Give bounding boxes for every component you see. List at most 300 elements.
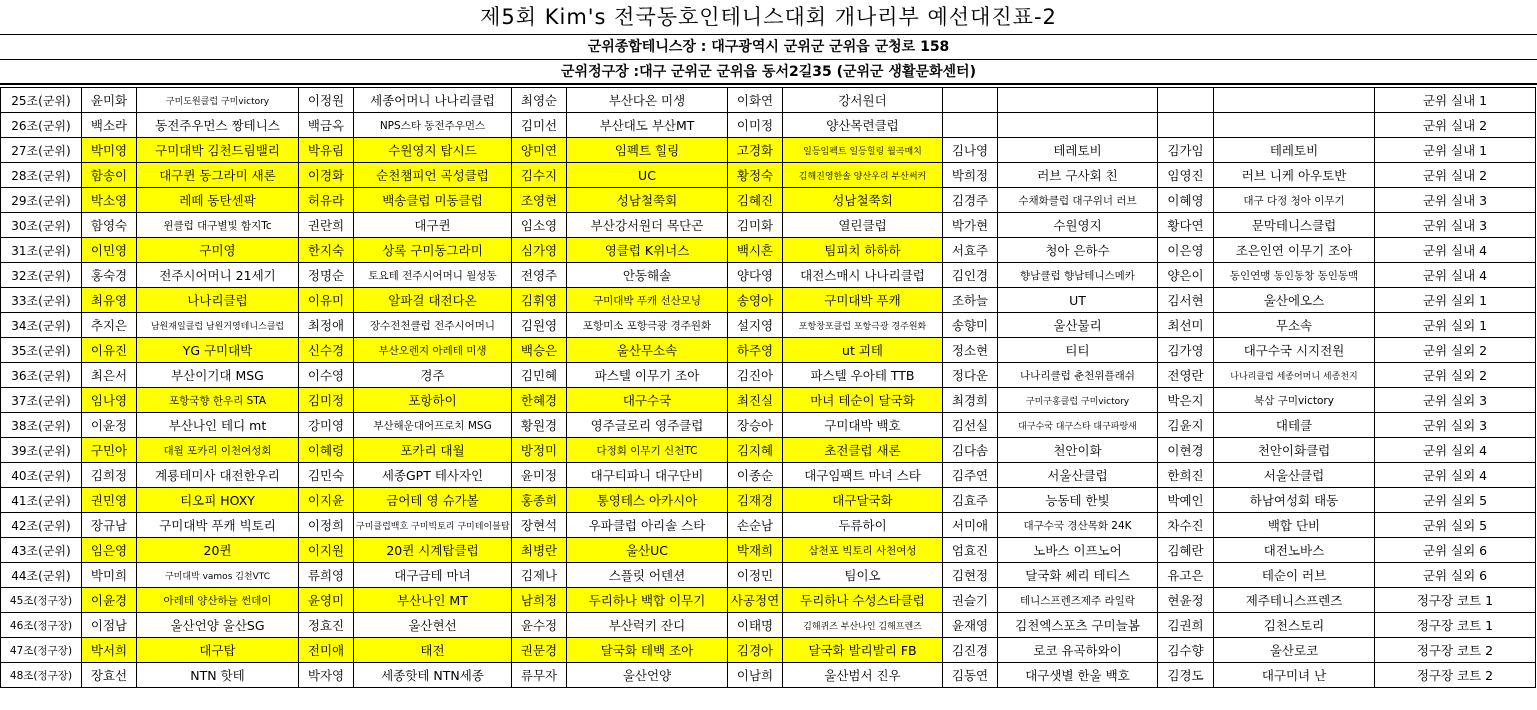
club-cell: 러브 니케 아우토반 <box>1214 163 1375 188</box>
club-cell: 대구수국 대구스타 대구파랑새 <box>998 413 1158 438</box>
table-row <box>1 138 1536 163</box>
player-cell: 이윤정 <box>82 413 137 438</box>
player-cell: 이현경 <box>1158 438 1214 463</box>
club-cell: 울산언양 <box>567 663 728 688</box>
group-cell: 39조(군위) <box>1 438 82 463</box>
club-cell: 김해퀴즈 부산나인 김해프렌즈 <box>783 613 943 638</box>
player-cell: 김미선 <box>512 113 567 138</box>
club-cell: 북삼 구미victory <box>1214 388 1375 413</box>
club-cell: 백합 단비 <box>1214 513 1375 538</box>
club-cell: 대전스매시 나나리클럽 <box>783 263 943 288</box>
player-cell <box>943 88 998 113</box>
club-cell: 대구샛별 한울 백호 <box>998 663 1158 688</box>
club-cell: 초전클럽 새론 <box>783 438 943 463</box>
club-cell: 태전 <box>354 638 512 663</box>
table-row <box>1 563 1536 588</box>
player-cell: 황정숙 <box>728 163 783 188</box>
club-cell: 열린클럽 <box>783 213 943 238</box>
player-cell: 권민영 <box>82 488 137 513</box>
club-cell: 구미영 <box>137 238 299 263</box>
player-cell: 사공정연 <box>728 588 783 613</box>
club-cell: NPS스타 동전주우먼스 <box>354 113 512 138</box>
player-cell: 권슬기 <box>943 588 998 613</box>
court-cell: 군위 실내 4 <box>1375 238 1536 263</box>
club-cell: 파스텔 우아테 TTB <box>783 363 943 388</box>
player-cell: 권문경 <box>512 638 567 663</box>
club-cell: 대구탑 <box>137 638 299 663</box>
club-cell: 천안이화클럽 <box>1214 438 1375 463</box>
club-cell: 부산나인 MT <box>354 588 512 613</box>
club-cell: 나나리클럽 춘천위플래쉬 <box>998 363 1158 388</box>
club-cell: 부산나인 테디 mt <box>137 413 299 438</box>
club-cell: 20퀸 시계탑클럽 <box>354 538 512 563</box>
player-cell: 김다솜 <box>943 438 998 463</box>
club-cell: 향남클럽 향남테니스메카 <box>998 263 1158 288</box>
table-row <box>1 388 1536 413</box>
player-cell: 김민혜 <box>512 363 567 388</box>
club-cell: 부산럭키 잔디 <box>567 613 728 638</box>
player-cell: 이남희 <box>728 663 783 688</box>
club-cell: 테순이 러브 <box>1214 563 1375 588</box>
group-cell: 36조(군위) <box>1 363 82 388</box>
player-cell: 강미영 <box>299 413 354 438</box>
club-cell: 상록 구미동그라미 <box>354 238 512 263</box>
player-cell: 박재희 <box>728 538 783 563</box>
club-cell: 울산물리 <box>998 313 1158 338</box>
club-cell: ut 괴테 <box>783 338 943 363</box>
player-cell: 김경아 <box>728 638 783 663</box>
player-cell: 김재경 <box>728 488 783 513</box>
table-row <box>1 438 1536 463</box>
club-cell: 하남여성회 태동 <box>1214 488 1375 513</box>
club-cell: 강서원더 <box>783 88 943 113</box>
player-cell: 장규남 <box>82 513 137 538</box>
club-cell: 양산목련클럽 <box>783 113 943 138</box>
player-cell: 이윤경 <box>82 588 137 613</box>
club-cell: 구미대박 김천드림밸리 <box>137 138 299 163</box>
player-cell: 김진경 <box>943 638 998 663</box>
player-cell: 김현정 <box>943 563 998 588</box>
player-cell: 윤미정 <box>512 463 567 488</box>
club-cell: 울산무소속 <box>567 338 728 363</box>
club-cell: UT <box>998 288 1158 313</box>
player-cell: 김혜진 <box>728 188 783 213</box>
club-cell: 부산이기대 MSG <box>137 363 299 388</box>
player-cell: 김휘영 <box>512 288 567 313</box>
player-cell: 양다영 <box>728 263 783 288</box>
table-row <box>1 263 1536 288</box>
player-cell: 장승아 <box>728 413 783 438</box>
table-row <box>1 488 1536 513</box>
player-cell: 이정희 <box>299 513 354 538</box>
club-cell: 구미대박 푸캐 빅토리 <box>137 513 299 538</box>
player-cell: 이은영 <box>1158 238 1214 263</box>
player-cell: 홍종희 <box>512 488 567 513</box>
court-cell: 군위 실외 1 <box>1375 288 1536 313</box>
club-cell: 조은인연 이무기 조아 <box>1214 238 1375 263</box>
player-cell: 심가영 <box>512 238 567 263</box>
player-cell: 김경주 <box>943 188 998 213</box>
club-cell: 수원영지 탑시드 <box>354 138 512 163</box>
player-cell <box>1158 88 1214 113</box>
player-cell: 설지영 <box>728 313 783 338</box>
player-cell: 윤미화 <box>82 88 137 113</box>
player-cell: 함영숙 <box>82 213 137 238</box>
sheet-title: 제5회 Kim's 전국동호인테니스대회 개나리부 예선대진표-2 <box>0 0 1537 35</box>
player-cell: 권란희 <box>299 213 354 238</box>
group-cell: 30조(군위) <box>1 213 82 238</box>
club-cell: 두리하나 백합 이무기 <box>567 588 728 613</box>
player-cell: 황원경 <box>512 413 567 438</box>
table-row <box>1 238 1536 263</box>
player-cell: 최영순 <box>512 88 567 113</box>
club-cell: 동인연맹 동인동창 동인동맥 <box>1214 263 1375 288</box>
group-cell: 48조(정구장) <box>1 663 82 688</box>
player-cell: 김윤지 <box>1158 413 1214 438</box>
player-cell: 이태명 <box>728 613 783 638</box>
club-cell: 구미대박 vamos 김천VTC <box>137 563 299 588</box>
player-cell: 남희정 <box>512 588 567 613</box>
club-cell: 대월 포카리 이천여성회 <box>137 438 299 463</box>
table-row <box>1 163 1536 188</box>
club-cell: 로코 유곡하와이 <box>998 638 1158 663</box>
club-cell: 포항국향 한우리 STA <box>137 388 299 413</box>
club-cell: NTN 핫테 <box>137 663 299 688</box>
player-cell: 김가임 <box>1158 138 1214 163</box>
club-cell: 부산해운대어프로치 MSG <box>354 413 512 438</box>
group-cell: 26조(군위) <box>1 113 82 138</box>
player-cell: 서효주 <box>943 238 998 263</box>
club-cell: 테레토비 <box>1214 138 1375 163</box>
club-cell: 대구퀸 <box>354 213 512 238</box>
group-cell: 40조(군위) <box>1 463 82 488</box>
court-cell: 군위 실내 1 <box>1375 138 1536 163</box>
player-cell: 양은이 <box>1158 263 1214 288</box>
club-cell: 대구수국 경산목화 24K <box>998 513 1158 538</box>
court-cell: 군위 실외 2 <box>1375 363 1536 388</box>
player-cell: 이미정 <box>728 113 783 138</box>
player-cell: 이정민 <box>728 563 783 588</box>
club-cell: 대구퀸 동그라미 새론 <box>137 163 299 188</box>
player-cell: 박서희 <box>82 638 137 663</box>
club-cell: 다정회 이무기 신천TC <box>567 438 728 463</box>
player-cell: 한지숙 <box>299 238 354 263</box>
player-cell: 최은서 <box>82 363 137 388</box>
club-cell: 영클럽 K위너스 <box>567 238 728 263</box>
player-cell: 송영아 <box>728 288 783 313</box>
group-cell: 38조(군위) <box>1 413 82 438</box>
club-cell: 나나리클럽 <box>137 288 299 313</box>
player-cell: 백금옥 <box>299 113 354 138</box>
player-cell <box>943 113 998 138</box>
player-cell: 이수영 <box>299 363 354 388</box>
player-cell: 정명순 <box>299 263 354 288</box>
club-cell: 우파클럽 아리솔 스타 <box>567 513 728 538</box>
player-cell: 백소라 <box>82 113 137 138</box>
table-row <box>1 463 1536 488</box>
player-cell: 이점남 <box>82 613 137 638</box>
club-cell: 성남철쭉회 <box>783 188 943 213</box>
table-row <box>1 538 1536 563</box>
club-cell: 티오피 HOXY <box>137 488 299 513</box>
club-cell: 20퀸 <box>137 538 299 563</box>
club-cell: 통영테스 아카시아 <box>567 488 728 513</box>
player-cell: 최선미 <box>1158 313 1214 338</box>
player-cell: 전영란 <box>1158 363 1214 388</box>
player-cell: 김원영 <box>512 313 567 338</box>
player-cell: 장현석 <box>512 513 567 538</box>
club-cell: 울산UC <box>567 538 728 563</box>
club-cell: 세종GPT 테사자인 <box>354 463 512 488</box>
player-cell: 김서현 <box>1158 288 1214 313</box>
club-cell: 레떼 동탄센팍 <box>137 188 299 213</box>
group-cell: 27조(군위) <box>1 138 82 163</box>
club-cell: 포카리 대월 <box>354 438 512 463</box>
player-cell: 전영주 <box>512 263 567 288</box>
court-cell: 정구장 코트 2 <box>1375 638 1536 663</box>
club-cell: 포항창포클럽 포항극광 경주원화 <box>783 313 943 338</box>
player-cell: 김나영 <box>943 138 998 163</box>
club-cell: 울산언양 울산SG <box>137 613 299 638</box>
club-cell: 대구수국 <box>567 388 728 413</box>
club-cell: UC <box>567 163 728 188</box>
club-cell: 부산대도 부산MT <box>567 113 728 138</box>
table-row <box>1 338 1536 363</box>
player-cell: 전미애 <box>299 638 354 663</box>
player-cell: 한희진 <box>1158 463 1214 488</box>
club-cell: 남원재일클럽 남원거영테니스클럽 <box>137 313 299 338</box>
club-cell: 티티 <box>998 338 1158 363</box>
player-cell: 차수진 <box>1158 513 1214 538</box>
club-cell: 대구 다정 청아 이무기 <box>1214 188 1375 213</box>
group-cell: 33조(군위) <box>1 288 82 313</box>
club-cell: 팀피치 하하하 <box>783 238 943 263</box>
player-cell: 조영현 <box>512 188 567 213</box>
player-cell: 이지원 <box>299 538 354 563</box>
court-cell: 군위 실내 3 <box>1375 188 1536 213</box>
club-cell: 수채화클럽 대구위너 러브 <box>998 188 1158 213</box>
club-cell: 백송클럽 미동클럽 <box>354 188 512 213</box>
player-cell: 조하늘 <box>943 288 998 313</box>
court-cell: 군위 실외 4 <box>1375 463 1536 488</box>
club-cell: 구미대박 푸캐 선산모닝 <box>567 288 728 313</box>
club-cell: 러브 구사회 친 <box>998 163 1158 188</box>
player-cell: 박은지 <box>1158 388 1214 413</box>
group-cell: 43조(군위) <box>1 538 82 563</box>
player-cell: 백시흔 <box>728 238 783 263</box>
player-cell: 박예인 <box>1158 488 1214 513</box>
player-cell: 윤수정 <box>512 613 567 638</box>
player-cell: 한혜경 <box>512 388 567 413</box>
club-cell <box>998 88 1158 113</box>
player-cell: 최유영 <box>82 288 137 313</box>
club-cell: 무소속 <box>1214 313 1375 338</box>
club-cell: 아레테 양산하늘 썬데이 <box>137 588 299 613</box>
court-cell: 군위 실내 2 <box>1375 113 1536 138</box>
club-cell: 테레토비 <box>998 138 1158 163</box>
player-cell: 현윤정 <box>1158 588 1214 613</box>
table-row <box>1 313 1536 338</box>
player-cell: 고경화 <box>728 138 783 163</box>
club-cell: 팀이오 <box>783 563 943 588</box>
court-cell: 군위 실외 5 <box>1375 513 1536 538</box>
group-cell: 35조(군위) <box>1 338 82 363</box>
club-cell: 대전노바스 <box>1214 538 1375 563</box>
club-cell: 울산로코 <box>1214 638 1375 663</box>
court-cell: 군위 실내 4 <box>1375 263 1536 288</box>
player-cell: 엄효진 <box>943 538 998 563</box>
player-cell: 이정원 <box>299 88 354 113</box>
player-cell: 김희정 <box>82 463 137 488</box>
club-cell: 부산강서원더 목단곤 <box>567 213 728 238</box>
player-cell: 최경희 <box>943 388 998 413</box>
club-cell: 나나리클럽 세종어머니 세종천지 <box>1214 363 1375 388</box>
player-cell: 백승은 <box>512 338 567 363</box>
player-cell: 박미영 <box>82 138 137 163</box>
table-row <box>1 663 1536 688</box>
player-cell: 류희영 <box>299 563 354 588</box>
club-cell: 세종어머니 나나리클럽 <box>354 88 512 113</box>
table-row <box>1 363 1536 388</box>
club-cell <box>1214 113 1375 138</box>
group-cell: 44조(군위) <box>1 563 82 588</box>
group-cell: 25조(군위) <box>1 88 82 113</box>
player-cell: 송향미 <box>943 313 998 338</box>
player-cell: 이경화 <box>299 163 354 188</box>
player-cell: 윤영미 <box>299 588 354 613</box>
court-cell: 군위 실외 4 <box>1375 438 1536 463</box>
club-cell: 구미클럽백호 구미빅토리 구미테이블탑 <box>354 513 512 538</box>
club-cell: 수원영지 <box>998 213 1158 238</box>
club-cell: 능동테 한빛 <box>998 488 1158 513</box>
player-cell: 홍숙경 <box>82 263 137 288</box>
player-cell: 김혜란 <box>1158 538 1214 563</box>
table-row <box>1 188 1536 213</box>
table-row <box>1 88 1536 113</box>
table-row <box>1 413 1536 438</box>
player-cell: 이화연 <box>728 88 783 113</box>
club-cell: 서울산클럽 <box>1214 463 1375 488</box>
player-cell: 임은영 <box>82 538 137 563</box>
club-cell: 스플릿 어텐션 <box>567 563 728 588</box>
club-cell: 일등임펙트 일등힐링 월곡매치 <box>783 138 943 163</box>
venue-line-1: 군위종합테니스장 : 대구광역시 군위군 군위읍 군청로 158 <box>0 35 1537 60</box>
club-cell: 토요테 전주시어머니 월성동 <box>354 263 512 288</box>
club-cell: 계룡테미사 대전한우리 <box>137 463 299 488</box>
club-cell: 경주 <box>354 363 512 388</box>
player-cell: 김지혜 <box>728 438 783 463</box>
club-cell: 임펙트 힐링 <box>567 138 728 163</box>
group-cell: 45조(정구장) <box>1 588 82 613</box>
court-cell: 군위 실내 1 <box>1375 88 1536 113</box>
table-row <box>1 288 1536 313</box>
group-cell: 28조(군위) <box>1 163 82 188</box>
club-cell: 성남철쭉회 <box>567 188 728 213</box>
player-cell: 김미화 <box>728 213 783 238</box>
club-cell: 부산오렌지 아레테 미생 <box>354 338 512 363</box>
player-cell: 김제나 <box>512 563 567 588</box>
table-row <box>1 638 1536 663</box>
club-cell: 윈클럽 대구별빛 함지Tc <box>137 213 299 238</box>
club-cell: 전주시어머니 21세기 <box>137 263 299 288</box>
player-cell: 방정미 <box>512 438 567 463</box>
player-cell: 김선실 <box>943 413 998 438</box>
table-row <box>1 213 1536 238</box>
club-cell: 두류하이 <box>783 513 943 538</box>
player-cell: 장효선 <box>82 663 137 688</box>
club-cell: 달국화 발리발리 FB <box>783 638 943 663</box>
player-cell: 이지윤 <box>299 488 354 513</box>
club-cell: 구미대박 푸캐 <box>783 288 943 313</box>
player-cell: 함송이 <box>82 163 137 188</box>
club-cell: 천안이화 <box>998 438 1158 463</box>
court-cell: 군위 실내 3 <box>1375 213 1536 238</box>
club-cell: 김해진영한솔 양산우리 부산써커 <box>783 163 943 188</box>
court-cell: 군위 실외 6 <box>1375 538 1536 563</box>
group-cell: 37조(군위) <box>1 388 82 413</box>
table-row <box>1 513 1536 538</box>
player-cell: 박가현 <box>943 213 998 238</box>
club-cell: 부산다온 미생 <box>567 88 728 113</box>
club-cell: 대구티파니 대구단비 <box>567 463 728 488</box>
player-cell: 이혜령 <box>299 438 354 463</box>
player-cell: 김수지 <box>512 163 567 188</box>
group-cell: 31조(군위) <box>1 238 82 263</box>
club-cell: 장수전천클럽 전주시어머니 <box>354 313 512 338</box>
club-cell: 두리하나 수성스타클럽 <box>783 588 943 613</box>
club-cell: 문막테니스클럽 <box>1214 213 1375 238</box>
club-cell: 달국화 테백 조아 <box>567 638 728 663</box>
club-cell: 대구수국 시지전원 <box>1214 338 1375 363</box>
club-cell <box>998 113 1158 138</box>
player-cell: 김진아 <box>728 363 783 388</box>
player-cell: 최정애 <box>299 313 354 338</box>
club-cell: 김천엑스포츠 구미늘봄 <box>998 613 1158 638</box>
club-cell: 서울산클럽 <box>998 463 1158 488</box>
club-cell: 순천챔피언 곡성클럽 <box>354 163 512 188</box>
club-cell: 대테클 <box>1214 413 1375 438</box>
bracket-table <box>0 87 1536 688</box>
player-cell: 김가영 <box>1158 338 1214 363</box>
club-cell: 청아 은하수 <box>998 238 1158 263</box>
court-cell: 군위 실내 2 <box>1375 163 1536 188</box>
player-cell: 임영진 <box>1158 163 1214 188</box>
club-cell: 삼천포 빅토리 사천여성 <box>783 538 943 563</box>
court-cell: 군위 실외 3 <box>1375 388 1536 413</box>
player-cell: 김민숙 <box>299 463 354 488</box>
player-cell: 허유라 <box>299 188 354 213</box>
club-cell: 마녀 테순이 달국화 <box>783 388 943 413</box>
club-cell: 노바스 이프노어 <box>998 538 1158 563</box>
club-cell: 파스텔 이무기 조아 <box>567 363 728 388</box>
player-cell: 박자영 <box>299 663 354 688</box>
group-cell: 32조(군위) <box>1 263 82 288</box>
club-cell: 세종핫테 NTN세종 <box>354 663 512 688</box>
player-cell: 김주연 <box>943 463 998 488</box>
group-cell: 47조(정구장) <box>1 638 82 663</box>
court-cell: 정구장 코트 1 <box>1375 613 1536 638</box>
club-cell: 대구금테 마녀 <box>354 563 512 588</box>
group-cell: 46조(정구장) <box>1 613 82 638</box>
court-cell: 군위 실외 1 <box>1375 313 1536 338</box>
court-cell: 군위 실외 3 <box>1375 413 1536 438</box>
club-cell: 구미대박 백호 <box>783 413 943 438</box>
player-cell: 정소현 <box>943 338 998 363</box>
club-cell: 울산에오스 <box>1214 288 1375 313</box>
club-cell: 구미구홍클럽 구미victory <box>998 388 1158 413</box>
club-cell: YG 구미대박 <box>137 338 299 363</box>
player-cell: 김인경 <box>943 263 998 288</box>
